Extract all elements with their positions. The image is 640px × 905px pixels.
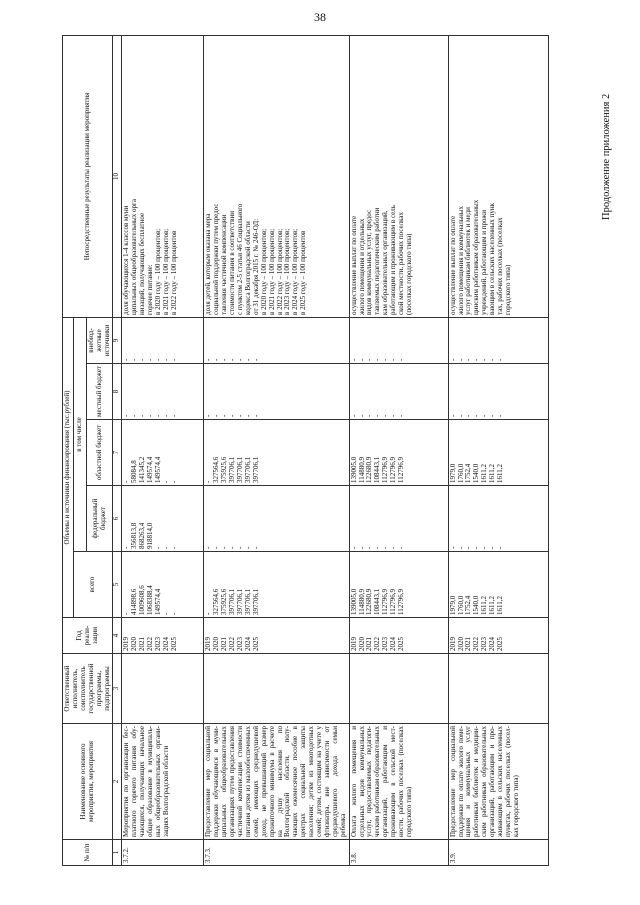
year-list-value: 2024 [389,637,398,651]
total-list-value: 397706,1 [228,588,237,615]
regional-list-value: 108443,1 [373,456,382,483]
federal-list-value: - [357,546,366,549]
federal-list-value: - [235,546,244,549]
offbudget-list-value: - [228,358,237,361]
total-list-value: - [161,612,170,615]
total-list-value: 414898,6 [130,588,139,615]
page-number: 38 [314,10,326,24]
total-list-value: 122680,9 [365,588,374,615]
offbudget-list-value: - [357,358,366,361]
total-list-value: 1752,4 [464,595,473,615]
offbudget-list-value: - [204,358,213,361]
year-list-value: 2020 [212,637,221,651]
local-list-value: - [448,414,457,417]
local-list-value: - [480,414,489,417]
result-text-value: тавляемых педагогическим работни [373,207,382,315]
federal-list-value: - [153,546,162,549]
local-list-value: - [389,414,398,417]
federal-list-value: - [456,546,465,549]
local-list-value: - [488,414,497,417]
regional-list-value: 1752,4 [464,463,473,483]
regional-list-value: 112796,9 [397,457,406,483]
offbudget-list-value: - [161,358,170,361]
column-number: 9 [113,317,122,363]
result-text-value: в 2022 году – 100 процентов; [275,228,284,315]
offbudget-list-value: - [212,358,221,361]
result-text-value: горячее питание: [146,264,155,315]
federal-list-value: - [169,546,178,549]
result-text [448,35,548,317]
measure-name: Мероприятия по организации бесплатного горячего питания обучающихся, получающих начальное общее образование в муниципальных общеобразовательных организациях Волгоградской области [122,724,204,840]
header-regional: областной бюджет [86,420,113,486]
year-list-value: 2021 [464,637,473,651]
local-list-value: - [138,414,147,417]
header-including: в том числе [73,317,86,551]
local-list-value: - [464,414,473,417]
federal-list-value: - [464,546,473,549]
regional-list-value: 149574,4 [146,456,155,483]
regional-list-value: 58084,8 [130,460,139,483]
federal-list-value: 868263,4 [138,522,147,549]
row-number: 3.9. [448,840,548,866]
local-list-value: - [122,414,131,417]
row-number: 3.7.2. [122,840,204,866]
offbudget-list-value: - [373,358,382,361]
total-list-value: 112796,9 [389,589,398,615]
total-list-value: 1979,0 [448,595,457,615]
local-list-value: - [365,414,374,417]
result-text-value: осуществление выплат по оплате [349,215,358,315]
federal-list-value: - [397,546,406,549]
local-list-value: - [212,414,221,417]
result-text-value: в 2023 году – 100 процентов; [283,228,292,315]
year-list-value: 2019 [448,637,457,651]
federal-list-value: - [349,546,358,549]
result-text-value: жилого помещения и отдельных [357,218,366,315]
result-text-value: ской местности, рабочих поселках [397,211,406,315]
local-list-value: - [251,414,260,417]
offbudget-list [448,317,548,363]
year-list-value: 2020 [357,637,366,651]
offbudget-list-value: - [130,358,139,361]
result-text-value: кодекса Волгоградской области [243,221,252,315]
total-list-value: 1611,2 [496,596,505,615]
year-list-value: 2021 [138,637,147,651]
regional-list-value: 1979,0 [448,463,457,483]
offbudget-list-value: - [389,358,398,361]
year-list-value: 2023 [153,637,162,651]
regional-list-value: 397706,1 [251,456,260,483]
local-list-value: - [130,414,139,417]
regional-list-value: 139005,0 [349,456,358,483]
federal-list-value: - [496,546,505,549]
column-number: 5 [113,552,122,618]
result-text-value: в 2020 году – 100 процентов; [259,228,268,315]
local-list [349,364,448,420]
result-text-value: социальной поддержки путем предос [212,203,221,315]
result-text-value: кам образовательных организаций, [381,210,390,315]
year-list-value: 2020 [130,637,139,651]
year-list-value: 2024 [488,637,497,651]
local-list-value: - [373,414,382,417]
total-list-value: 112796,9 [397,589,406,615]
result-text-value: доля детей, которым оказана мера [204,213,213,315]
regional-list-value: 327564,6 [212,456,221,483]
regional-list-value: 397706,1 [235,456,244,483]
offbudget-list-value: - [153,358,162,361]
result-text-value: городского типа) [504,264,512,315]
year-list-value: 2022 [373,637,382,651]
federal-list-value: - [472,546,481,549]
header-row-1 [63,35,74,865]
regional-list-value: 112796,9 [389,457,398,483]
local-list [204,364,349,420]
year-list [204,618,349,654]
column-number: 10 [113,35,122,317]
year-list-value: 2025 [496,637,505,651]
regional-list-value: 114880,9 [357,457,366,483]
result-text [204,35,349,317]
result-text-value: в 2021 году – 100 процентов; [267,228,276,315]
total-list [349,552,448,618]
offbudget-list-value: - [365,358,374,361]
year-list-value: 2019 [349,637,358,651]
rotated-table-container [62,36,600,866]
offbudget-list-value: - [243,358,252,361]
regional-list-value: - [122,480,131,483]
result-text-value: ципальных общеобразовательных орга [130,199,139,315]
federal-list-value: - [204,546,213,549]
local-list-value: - [357,414,366,417]
federal-list-value: - [251,546,260,549]
result-text-value: цинским работникам образовательных [472,199,481,315]
measure-name: Оплата жилого помещения и отдельных видов коммунальных услуг, предоставляемых педагогическим работникам образовательных организаций, работающим и проживающим в сельской местности, рабочих поселках (поселках городского типа) [349,724,448,840]
total-list-value: 1760,0 [456,595,465,615]
total-list-value: 327564,6 [212,588,221,615]
local-list-value: - [161,414,170,417]
column-number: 8 [113,364,122,420]
responsible-cell [122,654,204,724]
local-list-value: - [397,414,406,417]
offbudget-list-value: - [349,358,358,361]
offbudget-list-value: - [251,358,260,361]
local-list-value: - [472,414,481,417]
regional-list-value: 149574,4 [153,456,162,483]
year-list-value: 2023 [381,637,390,651]
header-offbudget: внебюджетные источники [86,317,113,363]
measure-name: Предоставление мер социальной поддержки обучающимся в муниципальных общеобразовательных организациях путем предоставления частичной компенсации стоимости питания детям из малообеспеченных семей, имеющих среднедушевой доход, не превышающий размер прожиточного минимума в расчете на душу населения по Волгоградской области, получающих ежемесячное пособие в центрах социальной защиты населения; детям из многодетных семей; детям, состоящим на учете у фтизиатра, вне зависимости от среднедушевого дохода семьи ребенка [204,724,349,840]
federal-list-value: - [488,546,497,549]
federal-list-value: 918814,0 [146,522,155,549]
header-federal: федеральный бюджет [86,486,113,552]
year-list-value: 2025 [251,637,260,651]
local-list-value: - [456,414,465,417]
regional-list [122,420,204,486]
total-list-value: 139005,0 [349,588,358,615]
table-row [122,35,204,865]
table-row [448,35,548,865]
year-list-value: 2024 [161,637,170,651]
responsible-cell [448,654,548,724]
header-num: № п/п [63,840,113,866]
federal-list-value: - [243,546,252,549]
result-text-value: доля обучающихся 1-4 классов муни [122,205,131,315]
federal-list-value: 356813,8 [130,522,139,549]
result-text-value: в 2024 году – 100 процентов; [291,228,300,315]
result-text [349,35,448,317]
federal-list-value: - [212,546,221,549]
year-list-value: 2019 [122,637,131,651]
regional-list [448,420,548,486]
regional-list [204,420,349,486]
total-list-value: 397706,1 [235,588,244,615]
offbudget-list-value: - [235,358,244,361]
federal-list [122,486,204,552]
regional-list-value: 1611,2 [488,464,497,483]
federal-list-value: - [381,546,390,549]
regional-list-value: 112796,9 [381,457,390,483]
table-row [349,35,448,865]
total-list-value: 114880,9 [357,589,366,615]
offbudget-list-value: - [480,358,489,361]
local-list-value: - [204,414,213,417]
local-list-value: - [243,414,252,417]
regional-list-value: 141345,2 [138,456,147,483]
offbudget-list-value: - [169,358,178,361]
offbudget-list-value: - [448,358,457,361]
year-list [349,618,448,654]
funding-table [62,35,549,866]
total-list-value: 1540,0 [472,595,481,615]
federal-list-value: - [389,546,398,549]
total-list-value: 1009608,6 [138,585,147,615]
federal-list [349,486,448,552]
federal-list-value: - [220,546,229,549]
year-list-value: 2023 [235,637,244,651]
regional-list-value: 1611,2 [496,464,505,483]
local-list-value: - [349,414,358,417]
total-list [204,552,349,618]
column-number-row [113,35,122,865]
offbudget-list-value: - [220,358,229,361]
result-text-value: стоимости питания в соответствии [228,211,237,315]
measure-name: Предоставление мер социальной поддержки по оплате жилого помещения и коммунальных услуг работникам библиотек и медицинским работникам образовательных организаций, работающим и проживающим в сельских населенных пунктах, рабочих поселках (поселках городского типа) [448,724,548,840]
column-number: 4 [113,618,122,654]
total-list-value: 397706,1 [251,588,260,615]
offbudget-list-value: - [488,358,497,361]
total-list-value: 375925,6 [220,588,229,615]
local-list-value: - [228,414,237,417]
offbudget-list-value: - [456,358,465,361]
year-list-value: 2025 [397,637,406,651]
result-text [122,35,204,317]
regional-list-value: 1611,2 [480,464,489,483]
federal-list [204,486,349,552]
header-results: Непосредственные результаты реализации мероприятия [63,35,113,317]
result-text-value: (поселках городского типа) [405,233,413,315]
offbudget-list-value: - [122,358,131,361]
column-number: 6 [113,486,122,552]
offbudget-list-value: - [397,358,406,361]
total-list [448,552,548,618]
result-text-value: тах, рабочих поселках (поселках [496,217,505,315]
local-list-value: - [153,414,162,417]
header-year: Год реализации [63,618,113,654]
total-list-value: 1068388,4 [146,585,155,615]
regional-list [349,420,448,486]
offbudget-list-value: - [464,358,473,361]
column-number: 2 [113,724,122,840]
local-list-value: - [381,414,390,417]
federal-list-value: - [448,546,457,549]
offbudget-list-value: - [381,358,390,361]
regional-list-value: 397706,1 [243,456,252,483]
total-list [122,552,204,618]
offbudget-list-value: - [472,358,481,361]
total-list-value: - [204,612,213,615]
table-row [204,35,349,865]
result-text-value: тавления частичной компенсации [220,214,229,315]
continuation-label: Продолжение приложения 2 [601,93,612,220]
column-number: 3 [113,654,122,724]
result-text-value: с пунктом 2-5 статьи 46 Социального [235,203,244,315]
regional-list-value: 1540,0 [472,463,481,483]
year-list-value: 2019 [204,637,213,651]
header-name: Наименование основного мероприятия, мероприятия [63,724,113,840]
column-number: 1 [113,840,122,866]
offbudget-list-value: - [146,358,155,361]
result-text-value: работающим и проживающим в сель [389,205,398,315]
offbudget-list [122,317,204,363]
year-list-value: 2023 [480,637,489,651]
result-text-value: в 2025 году – 100 процентов [299,230,308,315]
result-text-value: осуществление выплат по оплате [448,215,457,315]
total-list-value: 1611,2 [488,596,497,615]
result-text-value: от 31 декабря 2015 г. № 246-ОД: [251,218,260,315]
responsible-cell [204,654,349,724]
federal-list-value: - [365,546,374,549]
total-list-value: 112796,9 [381,589,390,615]
result-text-value: жилого помещения и коммунальных [456,206,465,315]
year-list-value: 2022 [146,637,155,651]
regional-list-value: 397706,1 [228,456,237,483]
offbudget-list [204,317,349,363]
regional-list-value: - [161,480,170,483]
year-list-value: 2025 [169,637,178,651]
regional-list-value: 122680,9 [365,456,374,483]
result-text-value: услуг работникам библиотек и меди [464,207,473,315]
total-list-value: - [169,612,178,615]
federal-list-value: - [161,546,170,549]
federal-list-value: - [122,546,131,549]
local-list-value: - [169,414,178,417]
result-text-value: в 2021 году – 100 процентов; [161,228,170,315]
total-list-value: 1611,2 [480,596,489,615]
federal-list [448,486,548,552]
result-text-value: видов коммунальных услуг, предос [365,209,374,315]
row-number: 3.8. [349,840,448,866]
header-responsible: Ответственный исполнитель, соисполнитель государственной программы, подпрограммы [63,654,113,724]
result-text-value: учреждений, работающим и прожи [480,210,489,315]
regional-list-value: - [169,480,178,483]
result-text-value: в 2020 году – 100 процентов; [153,228,162,315]
local-list [122,364,204,420]
result-text-value: вающим в сельских населенных пунк [488,202,497,315]
year-list-value: 2022 [472,637,481,651]
total-list-value: 397706,1 [243,588,252,615]
year-list [448,618,548,654]
total-list-value: - [122,612,131,615]
year-list [122,618,204,654]
regional-list-value: - [204,480,213,483]
offbudget-list-value: - [496,358,505,361]
federal-list-value: - [480,546,489,549]
year-list-value: 2021 [220,637,229,651]
regional-list-value: 375925,6 [220,456,229,483]
header-local: местный бюджет [86,364,113,420]
row-number: 3.7.3. [204,840,349,866]
total-list-value: 149574,4 [153,588,162,615]
federal-list-value: - [228,546,237,549]
regional-list-value: 1760,0 [456,463,465,483]
local-list-value: - [496,414,505,417]
header-total: всего [73,552,113,618]
result-text-value: в 2022 году – 100 процентов [169,230,178,315]
local-list-value: - [146,414,155,417]
local-list-value: - [220,414,229,417]
responsible-cell [349,654,448,724]
year-list-value: 2021 [365,637,374,651]
offbudget-list [349,317,448,363]
column-number: 7 [113,420,122,486]
year-list-value: 2024 [243,637,252,651]
year-list-value: 2022 [228,637,237,651]
result-text-value: низаций, получающих бесплатное [138,212,147,315]
federal-list-value: - [373,546,382,549]
offbudget-list-value: - [138,358,147,361]
header-funding-group: Объемы и источники финансирования (тыс.рублей) [63,317,74,617]
local-list [448,364,548,420]
local-list-value: - [235,414,244,417]
year-list-value: 2020 [456,637,465,651]
total-list-value: 108443,1 [373,588,382,615]
